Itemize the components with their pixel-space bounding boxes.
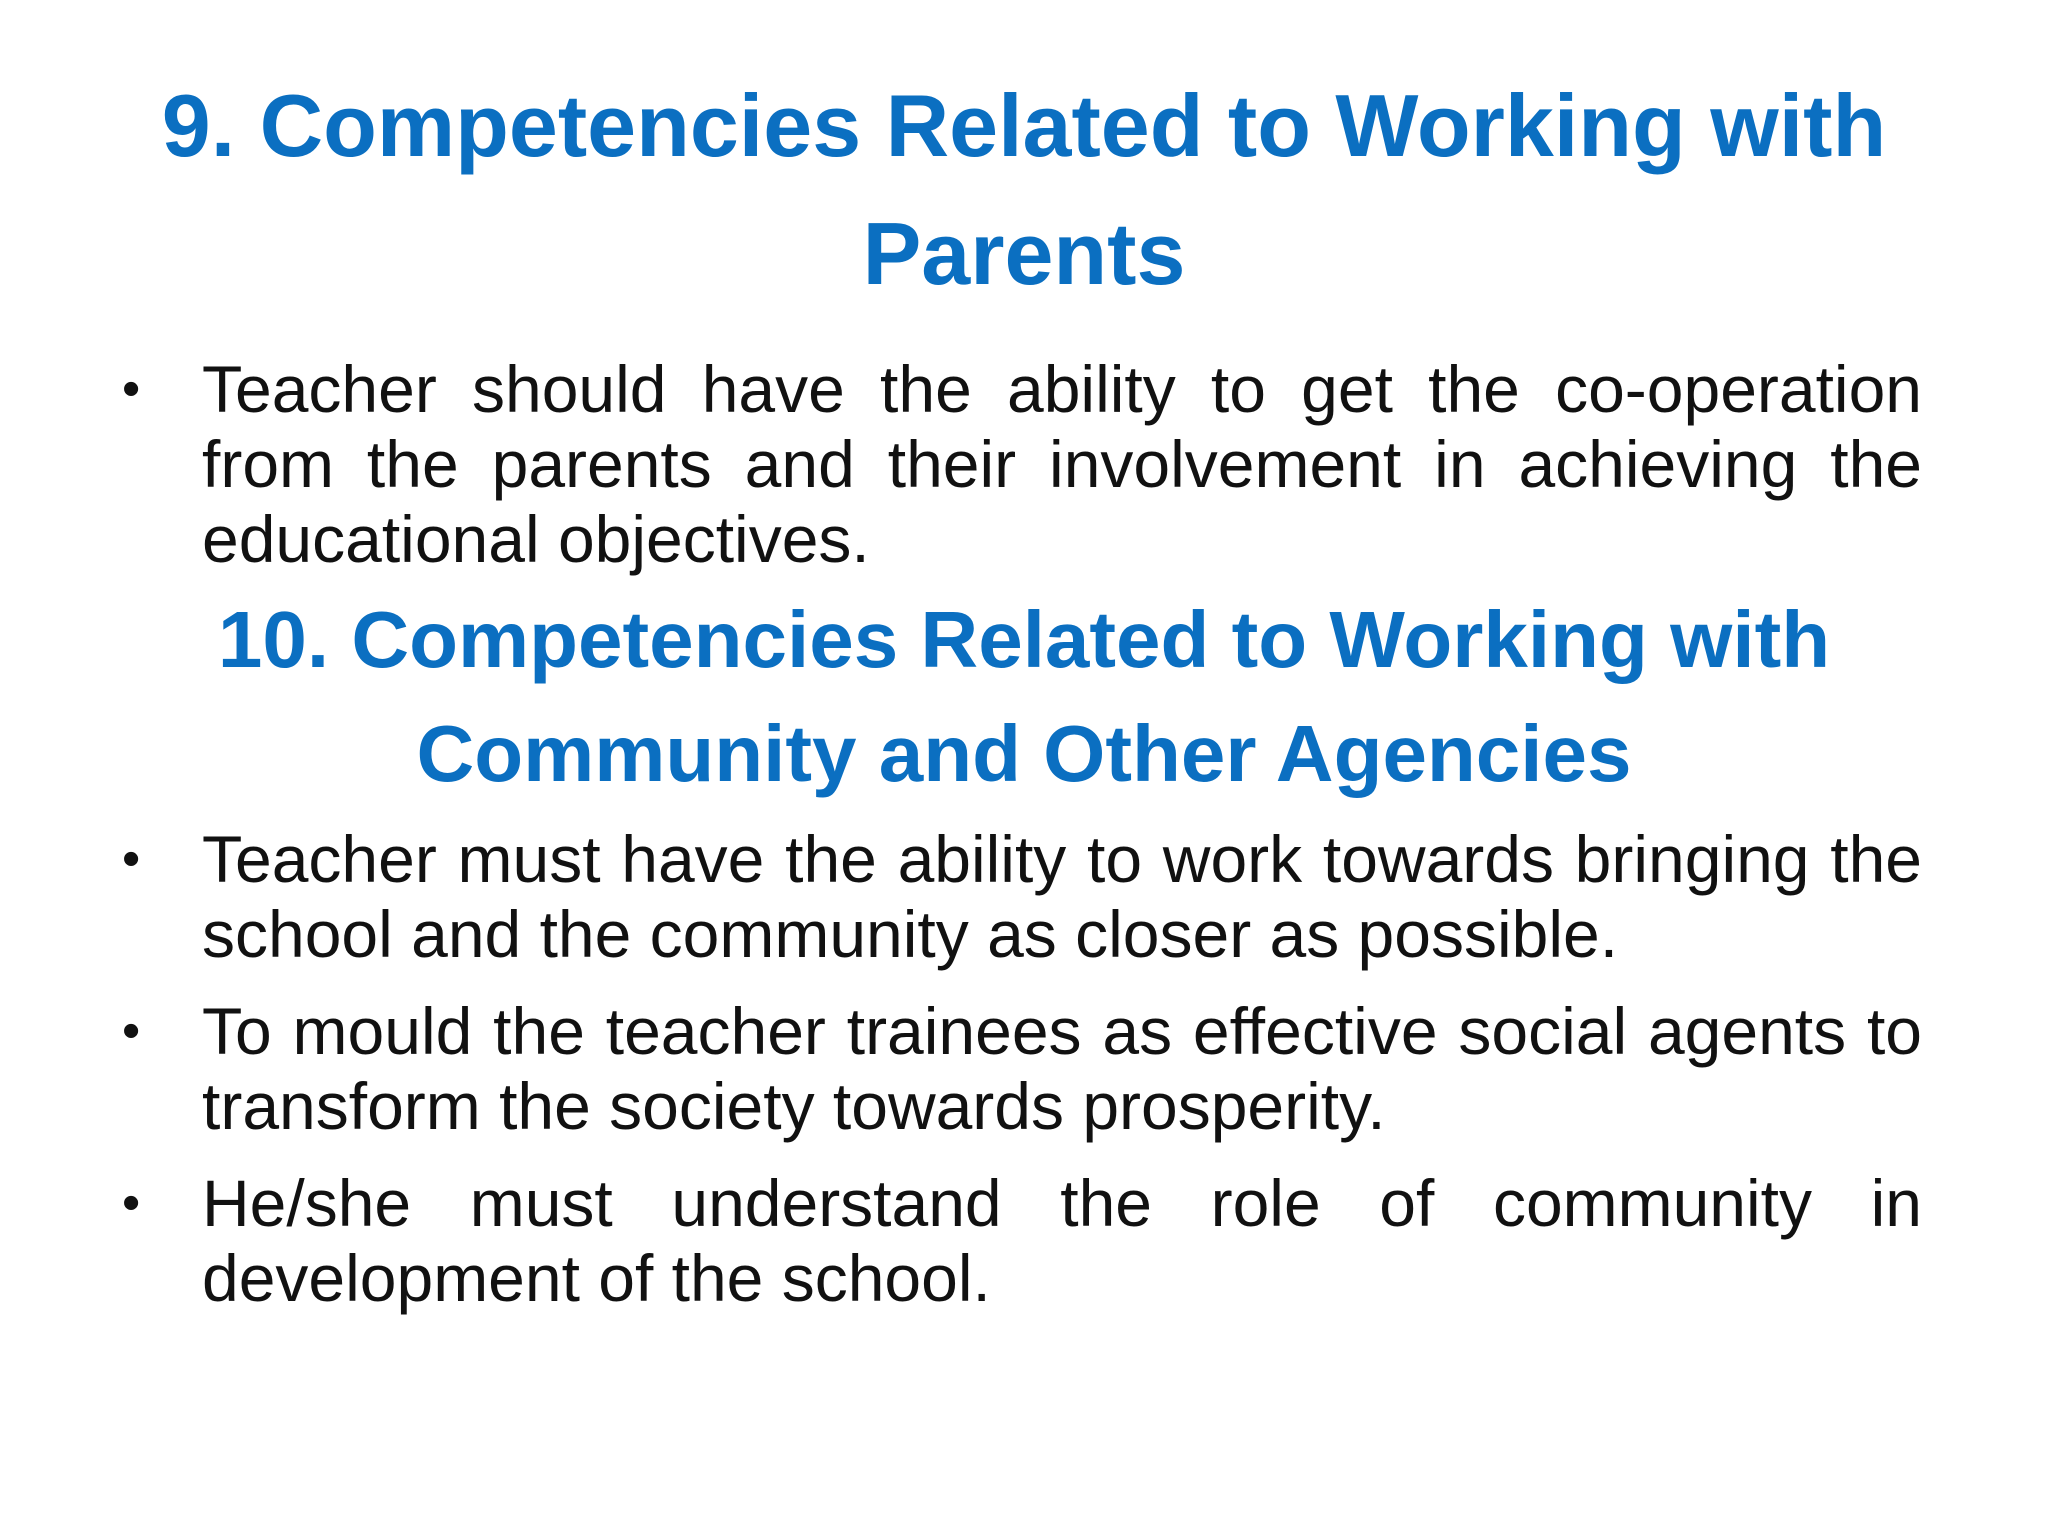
bullet-text: Teacher should have the ability to get the co-operation from the parents and their involvement in achieving the educational objectives. — [202, 352, 1922, 576]
section-10-heading-line2: Community and Other Agencies — [416, 709, 1632, 798]
bullet-item — [122, 994, 1922, 1144]
section-10-heading-line1: 10. Competencies Related to Working with — [217, 595, 1831, 684]
section-9-heading-line2: Parents — [862, 204, 1186, 303]
bullet-item — [122, 1166, 1922, 1316]
bullet-text: He/she must understand the role of community in development of the school. — [202, 1166, 1922, 1315]
section-10-bullet-list — [0, 822, 2048, 1338]
section-9-bullet-list — [0, 352, 2048, 599]
bullet-item — [122, 352, 1922, 577]
bullet-icon: • — [122, 1174, 141, 1232]
bullet-icon: • — [122, 830, 141, 888]
bullet-text: To mould the teacher trainees as effective social agents to transform the society towards prosperity. — [202, 994, 1922, 1143]
bullet-text: Teacher must have the ability to work towards bringing the school and the community as closer as possible. — [202, 822, 1922, 971]
bullet-item — [122, 822, 1922, 972]
section-9-heading — [100, 76, 1948, 303]
bullet-icon: • — [122, 360, 141, 418]
section-9-heading-line1: 9. Competencies Related to Working with — [161, 76, 1887, 175]
section-10-heading — [100, 595, 1948, 798]
bullet-icon: • — [122, 1002, 141, 1060]
